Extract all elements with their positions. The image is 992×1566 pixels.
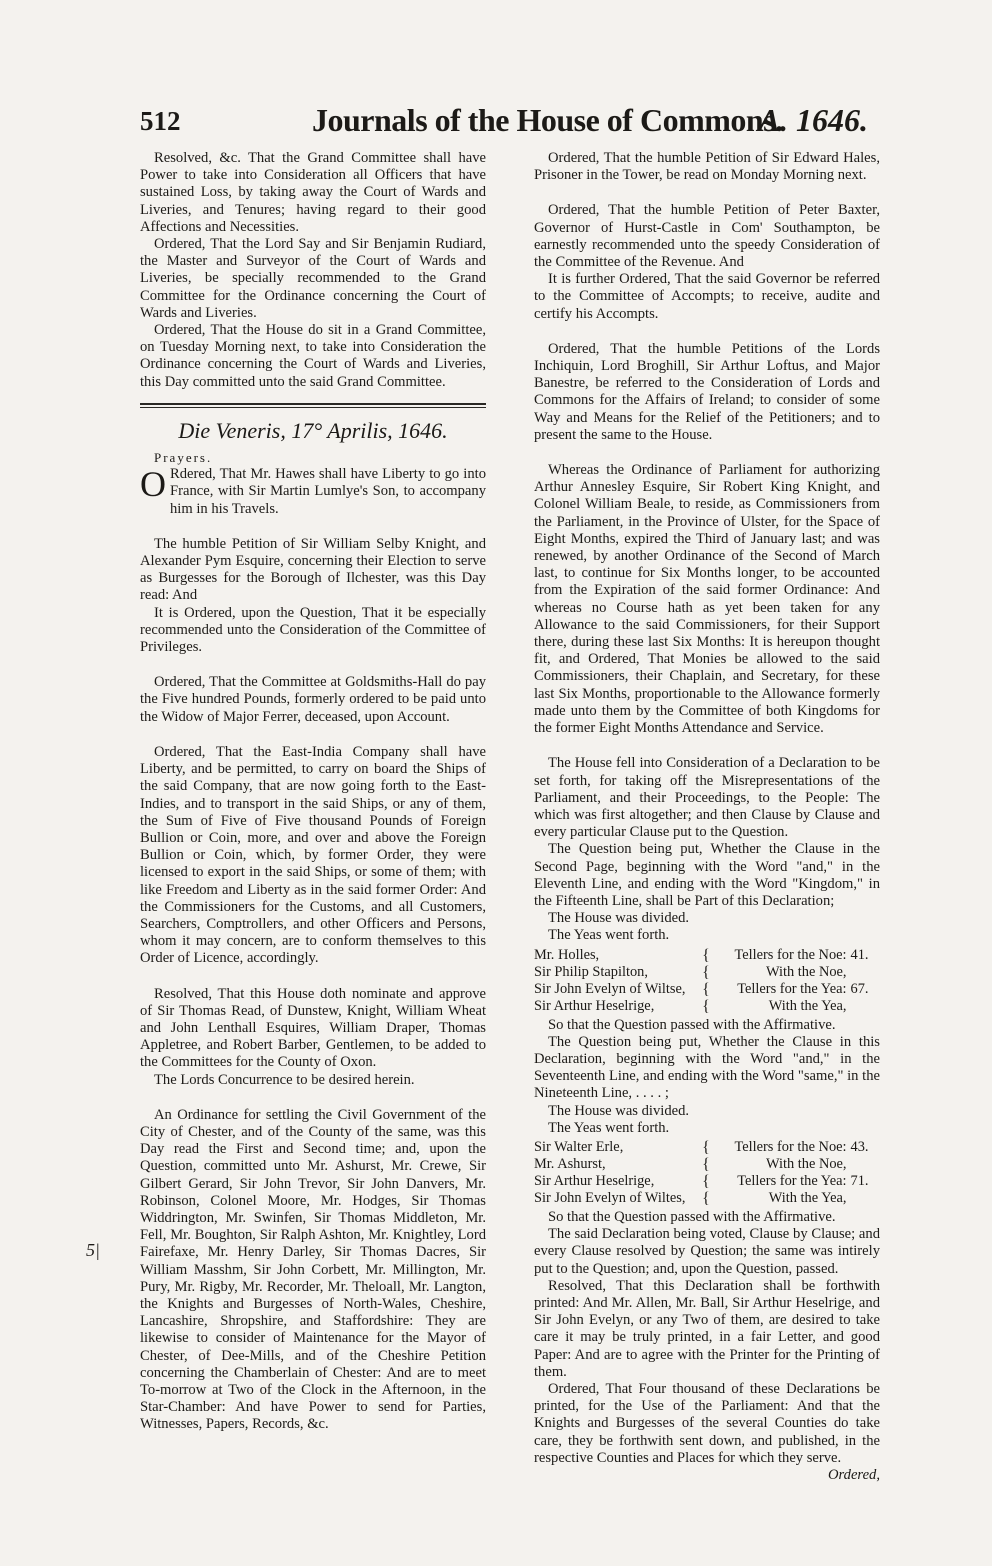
paragraph: Ordered, That the humble Petition of Sir Edward Hales, Prisoner in the Tower, be read on Monday Morning next. [534,150,880,184]
section-rule [140,403,486,408]
paragraph: It is Ordered, upon the Question, That it be especially recommended unto the Consideration of the Committee of Privileges. [140,604,486,656]
left-column [140,150,486,1434]
paragraph: Resolved, That this Declaration shall be forthwith printed: And Mr. Allen, Mr. Ball, Sir Arthur Heselrige, and Sir John Evelyn, or any Two of them, are desired to take care it may be truly printed, in a fair Letter, and good Paper: And are to agree with the Printer for the Printing of them. [534,1277,880,1380]
date-heading: Die Veneris, 17° Aprilis, 1646. [178,417,448,443]
teller-role: With the Noe, [765,963,847,980]
teller-role: Tellers for the Yea: [737,980,847,997]
paragraph: It is further Ordered, That the said Governor be referred to the Committee of Accompts; to receive, audite and certify his Accompts. [534,271,880,322]
paragraph: Ordered, That Four thousand of these Declarations be printed, for the Use of the Parliament: And that the Knights and Burgesses of the several Counties do take care, they be forthwith sent down, and published, in the respective Counties and Places for which they serve. [534,1380,880,1466]
teller-role: Tellers for the Yea: [737,1172,847,1189]
catchword: Ordered, [827,1467,880,1483]
paragraph: Ordered, That the humble Petitions of the Lords Inchiquin, Lord Broghill, Sir Arthur Loftus, and Major Banestre, be referred to the Consideration of Lords and Commons for the Affairs of Ireland; to consider of some Way and Means for the Relief of the Petitioners; and to present the same to the House. [534,340,880,443]
brace: { [702,1189,710,1207]
teller-name: Sir John Evelyn of Wiltes, [534,1189,686,1206]
tellers-row [534,964,880,981]
brace: { [702,1172,710,1190]
teller-name: Sir Arthur Heselrige, [534,1172,655,1189]
tellers-row [534,1173,880,1190]
paragraph: Ordered, That the Lord Say and Sir Benjamin Rudiard, the Master and Surveyor of the Court of Wards and Liveries, be specially recommended to the Grand Committee for the Ordinance concerning the Court of Wards and Liveries. [140,236,486,321]
paragraph: The House was divided. [548,1102,690,1119]
tellers-row [534,998,880,1015]
brace: { [702,997,710,1015]
tellers-row [534,1156,880,1173]
prayers-label: Prayers. [154,450,213,466]
paragraph: The said Declaration being voted, Clause by Clause; and every Clause resolved by Question; the same was intirely put to the Question; and, upon the Question, passed. [534,1226,880,1277]
vote-count: 67. [850,980,869,997]
teller-role: Tellers for the Noe: [734,946,847,963]
vote-count [851,964,880,981]
paragraph: Ordered, That the East-India Company shall have Liberty, and be permitted, to carry on board the Ships of the said Company, that are now going forth to the East-Indies, and to transport in the said Ships, or any of them, the Sum of Five of Five thousand Pounds of Foreign Bullion or Coin, more, and over and above the Foreign Bullion or Coin, which, by former Order, they were licensed to export in the said Ships, or some of them; with like Freedom and Liberty as in the said former Order: And the Commissioners for the Customs, and all Customers, Searchers, Comptrollers, and other Officers and Persons, whom it may concern, are to conform themselves to this Order of Licence, accordingly. [140,743,486,967]
paragraph: An Ordinance for settling the Civil Government of the City of Chester, and of the County of the same, was this Day read the First and Second time; and, upon the Question, committed unto Mr. Ashurst, Mr. Crewe, Sir Gilbert Gerard, Sir John Trevor, Sir John Danvers, Mr. Robinson, Colonel Moore, Mr. Hodges, Sir Thomas Widdrington, Mr. Swinfen, Sir Thomas Middleton, Mr. Fell, Mr. Boughton, Sir Ralph Ashton, Mr. Knightley, Lord Fairefaxe, Mr. Henry Darley, Sir Thomas Dacres, Sir William Masshm, Sir John Corbett, Mr. Millington, Mr. Pury, Mr. Rigby, Mr. Recorder, Mr. Theloall, Mr. Langton, the Knights and Burgesses of North-Wales, Cheshire, Lancashire, Shropshire, and Staffordshire: They are likewise to consider of Maintenance for the Mayor of Chester, of Dee-Mills, and of the Cheshire Petition concerning the Chamberlain of Chester: And are to meet To-morrow at Two of the Clock in the Afternoon, in the Star-Chamber: And have Power to send for Parties, Witnesses, Papers, Records, &c. [140,1106,486,1433]
running-title: Journals of the House of Commons. [312,102,783,138]
teller-role: With the Yea, [768,997,847,1014]
teller-role: With the Yea, [768,1189,847,1206]
teller-name: Sir Arthur Heselrige, [534,997,655,1014]
brace: { [702,963,710,981]
paragraph: So that the Question passed with the Affirmative. [548,1016,836,1033]
paragraph: The Yeas went forth. [548,927,670,944]
teller-role: With the Noe, [765,1155,847,1172]
tellers-table [534,1139,880,1207]
vote-count [851,998,880,1015]
page-number: 512 [140,106,181,136]
teller-name: Sir John Evelyn of Wiltse, [534,980,686,997]
paragraph: The humble Petition of Sir William Selby Knight, and Alexander Pym Esquire, concerning their Election to serve as Burgesses for the Borough of Ilchester, was this Day read: And [140,535,486,604]
margin-annotation: 5| [86,1240,100,1260]
tellers-row [534,947,880,964]
vote-count [851,1156,880,1173]
brace: { [702,1138,710,1156]
vote-count [851,1190,880,1207]
year-heading: A. 1646. [758,102,868,138]
paragraph: The House fell into Consideration of a Declaration to be set forth, for taking off the Misrepresentations of the Parliament, and their Proceedings, to the People: The which was first altogether; and then Clause by Clause and every particular Clause put to the Question. [534,755,880,841]
vote-count: 71. [850,1172,869,1189]
teller-name: Mr. Holles, [534,946,600,963]
paragraph: The Yeas went forth. [548,1119,670,1136]
tellers-row [534,981,880,998]
tellers-row [534,1139,880,1156]
paragraph [140,466,486,518]
paragraph: Resolved, &c. That the Grand Committee shall have Power to take into Consideration all Officers that have sustained Loss, by taking away the Court of Wards and Liveries, and Tenures; having regard to their good Affections and Necessities. [140,150,486,235]
teller-name: Mr. Ashurst, [534,1155,606,1172]
paragraph: So that the Question passed with the Affirmative. [548,1208,836,1225]
paragraph: The House was divided. [548,910,690,927]
drop-cap: O [140,464,166,505]
paragraph: Ordered, That the Committee at Goldsmiths-Hall do pay the Five hundred Pounds, formerly ordered to be paid unto the Widow of Major Ferrer, deceased, upon Account. [140,674,486,725]
tellers-row [534,1190,880,1207]
paragraph: Resolved, That this House doth nominate and approve of Sir Thomas Read, of Dunstew, Knight, William Wheat and John Lenthall Esquires, William Draper, Thomas Appletree, and Robert Barber, Gentlemen, to be added to the Committees for the County of Oxon. [140,985,486,1071]
paragraph: The Question being put, Whether the Clause in this Declaration, beginning with the Word "and," in the Seventeenth Line, and ending with the Word "same," in the Nineteenth Line, . . . . ; [534,1033,880,1102]
vote-count: 41. [850,946,869,963]
paragraph: Ordered, That the humble Petition of Peter Baxter, Governor of Hurst-Castle in Com' Southampton, be earnestly recommended unto the speedy Consideration of the Committee of the Revenue. And [534,202,880,271]
right-column [534,150,880,1484]
paragraph-text: Rdered, That Mr. Hawes shall have Liberty to go into France, with Sir Martin Lumlye's Son, to accompany him in his Travels. [170,466,486,517]
brace: { [702,980,710,998]
paragraph: The Question being put, Whether the Clause in the Second Page, beginning with the Word "and," in the Eleventh Line, and ending with the Word "Kingdom," in the Fifteenth Line, shall be Part of this Declaration; [534,841,880,909]
tellers-table [534,947,880,1015]
brace: { [702,1155,710,1173]
teller-name: Sir Philip Stapilton, [534,963,648,980]
brace: { [702,946,710,964]
teller-role: Tellers for the Noe: [734,1138,847,1155]
paragraph: Ordered, That the House do sit in a Grand Committee, on Tuesday Morning next, to take into Consideration the Ordinance concerning the Court of Wards and Liveries, this Day committed unto the said Grand Committee. [140,322,486,390]
page-header [140,102,868,146]
teller-name: Sir Walter Erle, [534,1138,624,1155]
paragraph: The Lords Concurrence to be desired herein. [154,1071,415,1088]
vote-count: 43. [850,1138,869,1155]
paragraph: Whereas the Ordinance of Parliament for authorizing Arthur Annesley Esquire, Sir Robert King Knight, and Colonel William Beale, to reside, as Commissioners from the Parliament, in the Province of Ulster, for the Space of Eight Months, expired the Third of January last; and was renewed, by another Ordinance of the Second of March last, to continue for Six Months longer, to be accounted from the Expiration of the said former Ordinance: And whereas no Course hath as yet been taken for any Allowance to the said Commissioners, for their Support there, during these last Six Months: It is hereupon thought fit, and Ordered, That Monies be allowed to the said Commissioners, their Chaplain, and Secretary, for these last Six Months, proportionable to the Allowance formerly made unto them by the Committee of both Kingdoms for the former Eight Months Attendance and Service. [534,462,880,737]
